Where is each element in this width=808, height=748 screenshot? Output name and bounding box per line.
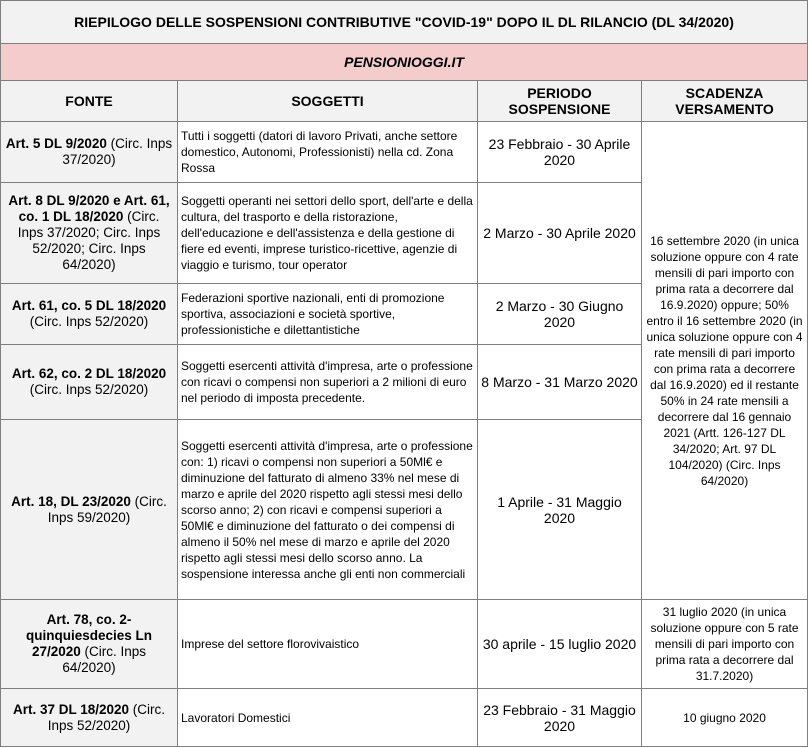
periodo-cell: 23 Febbraio - 31 Maggio 2020 xyxy=(478,689,642,747)
periodo-cell: 30 aprile - 15 luglio 2020 xyxy=(478,600,642,689)
fonte-circular: (Circ. Inps 59/2020) xyxy=(47,493,167,525)
fonte-circular: (Circ. Inps 64/2020) xyxy=(62,644,147,675)
soggetti-cell: Imprese del settore florovivaistico xyxy=(178,600,478,689)
fonte-article: Art. 8 DL 9/2020 e Art. 61, co. 1 DL 18/2020 xyxy=(8,193,170,224)
periodo-cell: 8 Marzo - 31 Marzo 2020 xyxy=(478,345,642,420)
fonte-cell xyxy=(1,600,178,689)
header-soggetti: SOGGETTI xyxy=(178,81,478,122)
fonte-cell xyxy=(1,122,178,183)
scadenza-merged-cell: 16 settembre 2020 (in unica soluzione oppure con 4 rate mensili di pari importo con prima rata a decorrere dal 16.9.2020) oppure; 50% entro il 16 settembre 2020 (in unica soluzione oppure con 4 rate mensili di pari importo con prima rata a decorrere dal 16.9.2020) ed il restante 50% in 24 rate mensili a decorrere dal 16 gennaio 2021 (Artt. 126-127 DL 34/2020; Art. 97 DL 104/2020) (Circ. Inps 64/2020) xyxy=(642,122,808,600)
soggetti-cell: Soggetti operanti nei settori dello sport, dell'arte e della cultura, del trasporto e della ristorazione, dell'educazione e dell'assistenza e della gestione di fiere ed eventi, imprese turistico-ricettive, agenzie di viaggio e turismo, tour operator xyxy=(178,183,478,284)
periodo-cell: 2 Marzo - 30 Giugno 2020 xyxy=(478,284,642,345)
table-row xyxy=(1,122,808,183)
fonte-circular: (Circ. Inps 52/2020) xyxy=(29,382,149,397)
fonte-circular: (Circ. Inps 37/2020) xyxy=(62,136,173,167)
fonte-cell xyxy=(1,183,178,284)
header-scadenza: SCADENZA VERSAMENTO xyxy=(642,81,808,122)
soggetti-cell: Lavoratori Domestici xyxy=(178,689,478,747)
fonte-article: Art. 18, DL 23/2020 xyxy=(11,493,131,509)
periodo-cell: 1 Aprile - 31 Maggio 2020 xyxy=(478,420,642,600)
fonte-article: Art. 5 DL 9/2020 xyxy=(5,136,107,151)
fonte-cell xyxy=(1,345,178,420)
fonte-circular: (Circ. Inps 52/2020) xyxy=(47,701,166,733)
table-row xyxy=(1,689,808,747)
soggetti-cell: Soggetti esercenti attività d'impresa, arte o professione con: 1) ricavi o compensi non superiori a 50Ml€ e diminuzione del fatturato di almeno 33% nel mese di marzo e aprile del 2020 rispetto agli stessi mesi dello scorso anno; 2) con ricavi e compensi superiori a 50Ml€ e diminuzione del fatturato o dei compensi di almeno il 50% nel mese di marzo e aprile del 2020 rispetto agli stessi mesi dello scorso anno. La sospensione interessa anche gli enti non commerciali xyxy=(178,420,478,600)
brand-row xyxy=(1,44,808,81)
header-fonte: FONTE xyxy=(1,81,178,122)
soggetti-cell: Tutti i soggetti (datori di lavoro Privati, anche settore domestico, Autonomi, Professionisti) nella cd. Zona Rossa xyxy=(178,122,478,183)
fonte-cell xyxy=(1,284,178,345)
periodo-cell: 2 Marzo - 30 Aprile 2020 xyxy=(478,183,642,284)
fonte-circular: (Circ. Inps 52/2020) xyxy=(29,314,149,329)
scadenza-cell: 31 luglio 2020 (in unica soluzione oppure con 5 rate mensili di pari importo con prima rata a decorrere dal 31.7.2020) xyxy=(642,600,808,689)
header-row xyxy=(1,81,808,122)
fonte-article: Art. 62, co. 2 DL 18/2020 xyxy=(11,366,167,381)
scadenza-cell: 10 giugno 2020 xyxy=(642,689,808,747)
brand-name: PENSIONIOGGI.IT xyxy=(1,44,808,81)
table-title: RIEPILOGO DELLE SOSPENSIONI CONTRIBUTIVE "COVID-19" DOPO IL DL RILANCIO (DL 34/2020) xyxy=(1,1,808,44)
fonte-article: Art. 37 DL 18/2020 xyxy=(12,701,130,717)
soggetti-cell: Soggetti esercenti attività d'impresa, arte o professione con ricavi o compensi non superiori a 2 milioni di euro nel periodo di imposta precedente. xyxy=(178,345,478,420)
periodo-cell: 23 Febbraio - 30 Aprile 2020 xyxy=(478,122,642,183)
fonte-article: Art. 78, co. 2-quinquiesdecies Ln 27/2020 xyxy=(25,612,153,659)
fonte-article: Art. 61, co. 5 DL 18/2020 xyxy=(11,298,167,313)
fonte-cell xyxy=(1,420,178,600)
header-periodo: PERIODO SOSPENSIONE xyxy=(478,81,642,122)
fonte-cell xyxy=(1,689,178,747)
title-row xyxy=(1,1,808,44)
fonte-circular: (Circ. Inps 37/2020; Circ. Inps 52/2020; Circ. Inps 64/2020) xyxy=(17,209,161,272)
table-row xyxy=(1,600,808,689)
soggetti-cell: Federazioni sportive nazionali, enti di promozione sportiva, associazioni e società sportive, professionistiche e dilettantistiche xyxy=(178,284,478,345)
